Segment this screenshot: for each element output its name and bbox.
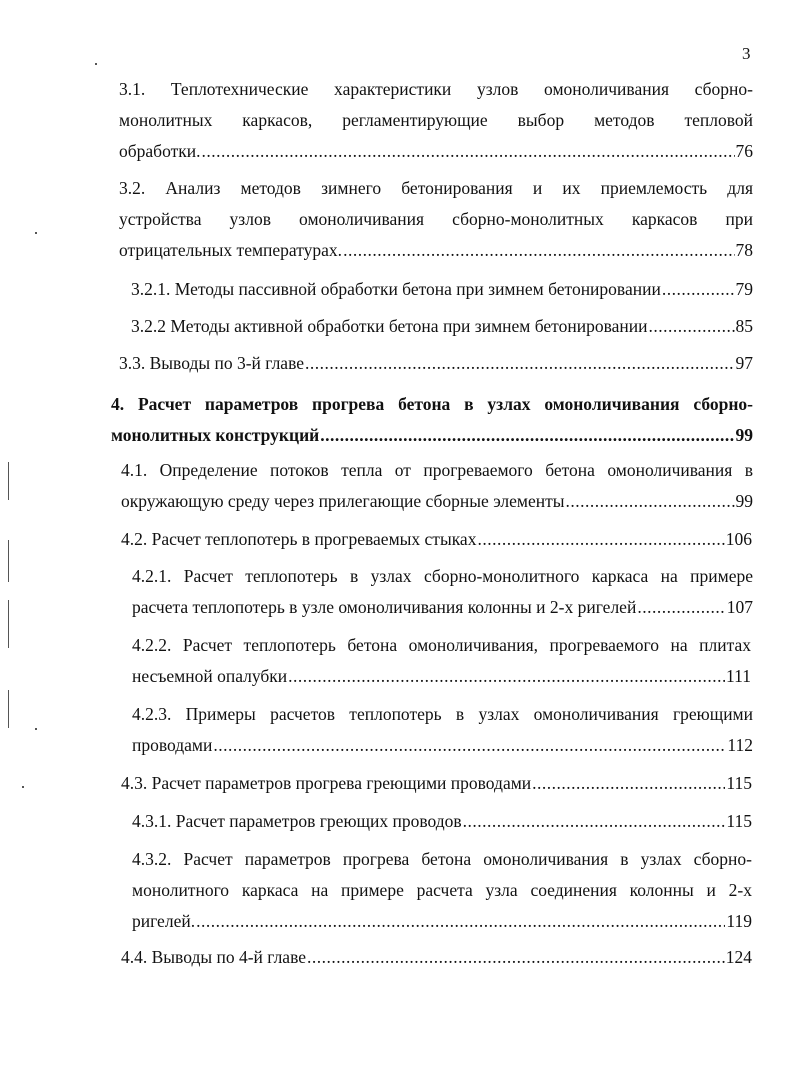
toc-page-number: 106 xyxy=(725,529,752,549)
toc-entry-line: монолитного каркаса на примере расчета узла соединения колонны и 2-х xyxy=(132,880,752,900)
toc-entry-text: монолитных конструкций xyxy=(111,425,320,445)
toc-entry-3-3[interactable] xyxy=(119,348,753,379)
toc-entry-last-line xyxy=(131,311,753,342)
toc-entry-4-2[interactable] xyxy=(121,524,752,555)
toc-entry-text: проводами xyxy=(132,735,213,755)
page-number: 3 xyxy=(742,44,751,63)
toc-page-number: 78 xyxy=(735,240,753,260)
scan-mark xyxy=(22,786,24,788)
toc-page-number: 79 xyxy=(735,279,753,299)
dot-leader xyxy=(213,730,726,761)
toc-entry-4-3-1[interactable] xyxy=(132,806,752,837)
toc-entry-4-2-3[interactable] xyxy=(132,699,753,761)
toc-entry-line: 3.2. Анализ методов зимнего бетонирования и их приемлемость для xyxy=(119,178,753,198)
toc-page-number: 124 xyxy=(725,947,752,967)
dot-leader xyxy=(637,592,725,623)
toc-page-number: 119 xyxy=(726,911,752,931)
dot-leader xyxy=(662,274,735,305)
toc-page-number: 97 xyxy=(735,353,753,373)
dot-leader xyxy=(307,942,725,973)
toc-page-number: 99 xyxy=(735,425,753,445)
toc-entry-last-line xyxy=(132,592,753,623)
toc-entry-3-2-1[interactable] xyxy=(131,274,753,305)
dot-leader xyxy=(305,348,734,379)
scan-mark xyxy=(95,63,97,65)
dot-leader xyxy=(288,661,725,692)
toc-entry-line: 4.2.3. Примеры расчетов теплопотерь в узлах омоноличивания греющими xyxy=(132,704,753,724)
toc-entry-last-line xyxy=(132,806,752,837)
dot-leader xyxy=(343,235,734,266)
toc-entry-3-1[interactable] xyxy=(119,74,753,167)
toc-entry-last-line xyxy=(132,906,752,937)
toc-entry-last-line xyxy=(121,486,753,517)
toc-entry-line: 3.1. Теплотехнические характеристики узлов омоноличивания сборно- xyxy=(119,79,753,99)
toc-entry-text: 4.2. Расчет теплопотерь в прогреваемых стыках xyxy=(121,529,477,549)
toc-entry-line: 4.3.2. Расчет параметров прогрева бетона омоноличивания в узлах сборно- xyxy=(132,849,752,869)
dot-leader xyxy=(648,311,734,342)
toc-entry-4-1[interactable] xyxy=(121,455,753,517)
toc-entry-line: 4. Расчет параметров прогрева бетона в узлах омоноличивания сборно- xyxy=(111,394,753,414)
toc-entry-line: 4.2.1. Расчет теплопотерь в узлах сборно-монолитного каркаса на примере xyxy=(132,566,753,586)
dot-leader xyxy=(566,486,735,517)
toc-entry-last-line xyxy=(119,136,753,167)
toc-entry-last-line xyxy=(132,730,753,761)
toc-entry-text: ригелей. xyxy=(132,911,196,931)
toc-page-number: 99 xyxy=(735,491,753,511)
toc-entry-last-line xyxy=(119,348,753,379)
toc-entry-last-line xyxy=(121,768,752,799)
toc-entry-text: 4.3. Расчет параметров прогрева греющими проводами xyxy=(121,773,532,793)
toc-entry-text: несъемной опалубки xyxy=(132,666,288,686)
dot-leader xyxy=(201,136,734,167)
toc-entry-3-2-2[interactable] xyxy=(131,311,753,342)
toc-page-number: 111 xyxy=(726,666,751,686)
toc-entry-text: 3.2.1. Методы пассивной обработки бетона при зимнем бетонировании xyxy=(131,279,661,299)
toc-page-number: 115 xyxy=(726,773,752,793)
toc-entry-text: обработки. xyxy=(119,141,201,161)
toc-entry-text: окружающую среду через прилегающие сборные элементы xyxy=(121,491,565,511)
toc-page-number: 76 xyxy=(735,141,753,161)
toc-entry-4[interactable] xyxy=(111,389,753,451)
toc-page-number: 112 xyxy=(727,735,753,755)
toc-entry-4-2-1[interactable] xyxy=(132,561,753,623)
toc-entry-line: 4.2.2. Расчет теплопотерь бетона омоноличивания, прогреваемого на плитах xyxy=(132,635,751,655)
dot-leader xyxy=(463,806,726,837)
scan-mark xyxy=(8,690,9,728)
toc-entry-last-line xyxy=(111,420,753,451)
toc-page-number: 107 xyxy=(726,597,753,617)
toc-entry-4-2-2[interactable] xyxy=(132,630,751,692)
toc-entry-text: отрицательных температурах. xyxy=(119,240,343,260)
scan-mark xyxy=(35,232,37,234)
toc-entry-4-3[interactable] xyxy=(121,768,752,799)
toc-entry-last-line xyxy=(132,661,751,692)
toc-entry-text: 3.3. Выводы по 3-й главе xyxy=(119,353,305,373)
scan-mark xyxy=(8,600,9,648)
toc-page-number: 115 xyxy=(726,811,752,831)
toc-entry-text: 4.3.1. Расчет параметров греющих проводов xyxy=(132,811,462,831)
toc-entry-text: 4.4. Выводы по 4-й главе xyxy=(121,947,307,967)
dot-leader xyxy=(196,906,725,937)
toc-entry-text: 3.2.2 Методы активной обработки бетона при зимнем бетонировании xyxy=(131,316,648,336)
toc-entry-last-line xyxy=(121,942,752,973)
dot-leader xyxy=(320,420,734,451)
toc-entry-line: монолитных каркасов, регламентирующие выбор методов тепловой xyxy=(119,110,753,130)
toc-entry-text: расчета теплопотерь в узле омоноличивания колонны и 2-х ригелей xyxy=(132,597,637,617)
toc-entry-last-line xyxy=(119,235,753,266)
scan-mark xyxy=(35,728,37,730)
toc-entry-4-4[interactable] xyxy=(121,942,752,973)
toc-entry-4-3-2[interactable] xyxy=(132,844,752,937)
toc-entry-line: 4.1. Определение потоков тепла от прогреваемого бетона омоноличивания в xyxy=(121,460,753,480)
toc-entry-last-line xyxy=(131,274,753,305)
dot-leader xyxy=(477,524,724,555)
toc-entry-line: устройства узлов омоноличивания сборно-монолитных каркасов при xyxy=(119,209,753,229)
scan-mark xyxy=(8,540,9,582)
scan-mark xyxy=(8,462,9,500)
dot-leader xyxy=(532,768,725,799)
toc-entry-3-2[interactable] xyxy=(119,173,753,266)
toc-page-number: 85 xyxy=(735,316,753,336)
toc-entry-last-line xyxy=(121,524,752,555)
